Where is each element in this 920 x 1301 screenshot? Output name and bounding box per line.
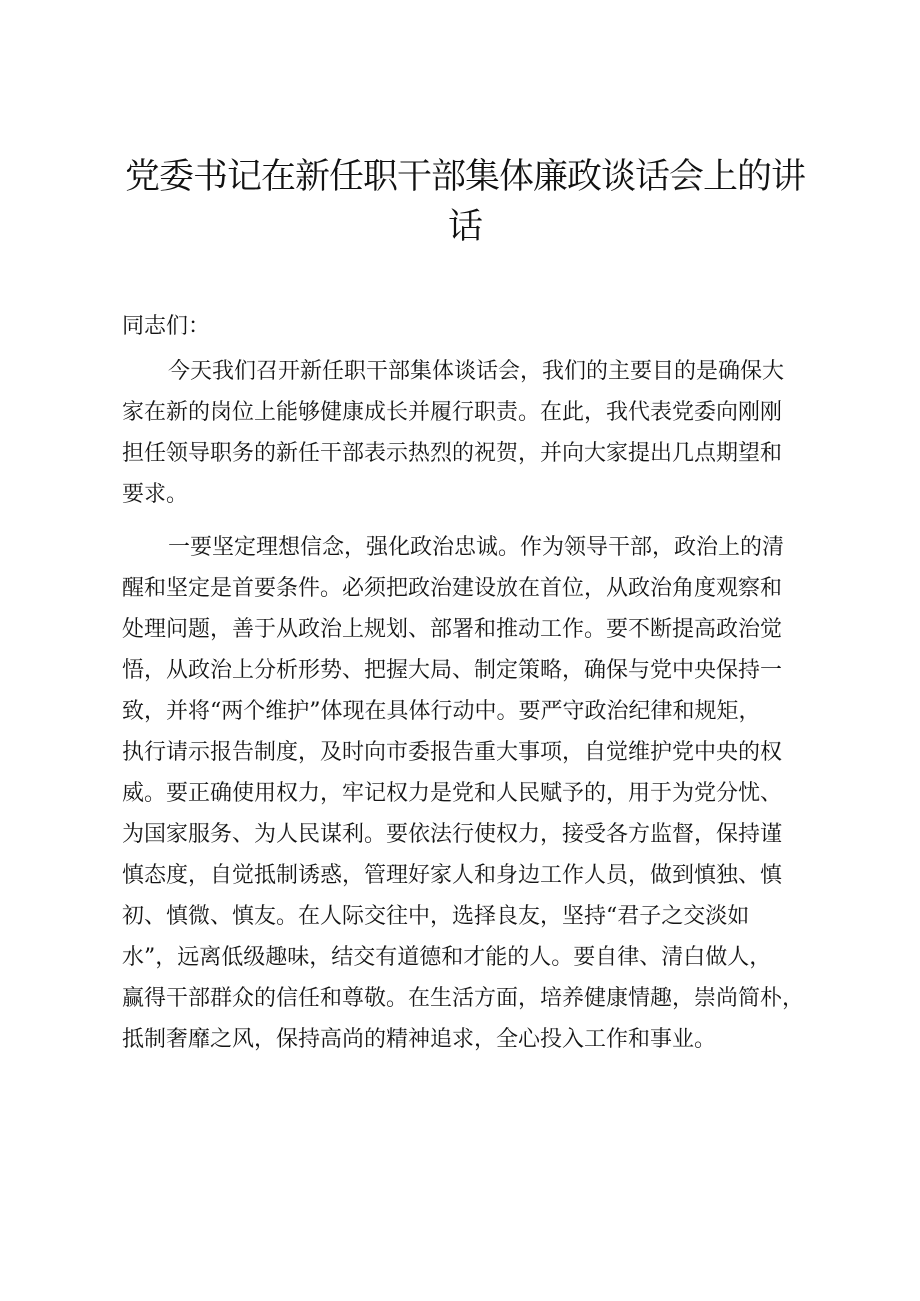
paragraph-line: 醒和坚定是首要条件。必须把政治建设放在首位，从政治角度观察和 bbox=[122, 576, 783, 601]
paragraph-opening bbox=[122, 351, 822, 527]
title-line: 话 bbox=[447, 207, 482, 247]
paragraph-line: 处理问题，善于从政治上规划、部署和推动工作。要不断提高政治觉 bbox=[122, 617, 783, 642]
paragraph-point-one bbox=[122, 527, 822, 1072]
paragraph-line: 悟，从政治上分析形势、把握大局、制定策略，确保与党中央保持一 bbox=[122, 658, 783, 683]
paragraph-line: 担任领导职务的新任干部表示热烈的祝贺，并向大家提出几点期望和 bbox=[122, 441, 783, 466]
document-body bbox=[122, 306, 822, 1072]
paragraph-line: 赢得干部群众的信任和尊敬。在生活方面，培养健康情趣，崇尚简朴， bbox=[122, 986, 805, 1011]
paragraph-line: 初、慎微、慎友。在人际交往中，选择良友，坚持“君子之交淡如 bbox=[122, 904, 750, 929]
document-title bbox=[120, 152, 810, 252]
paragraph-line: 威。要正确使用权力，牢记权力是党和人民赋予的，用于为党分忧、 bbox=[122, 781, 783, 806]
paragraph-line: 要求。 bbox=[122, 482, 189, 507]
paragraph-line: 抵制奢靡之风，保持高尚的精神追求，全心投入工作和事业。 bbox=[122, 1027, 717, 1052]
salutation: 同志们： bbox=[122, 314, 211, 339]
paragraph-line: 家在新的岗位上能够健康成长并履行职责。在此，我代表党委向刚刚 bbox=[122, 400, 783, 425]
paragraph-line: 为国家服务、为人民谋利。要依法行使权力，接受各方监督，保持谨 bbox=[122, 822, 783, 847]
paragraph-line: 慎态度，自觉抵制诱惑，管理好家人和身边工作人员，做到慎独、慎 bbox=[122, 863, 783, 888]
paragraph-line: 水”，远离低级趣味，结交有道德和才能的人。要自律、清白做人， bbox=[122, 945, 772, 970]
paragraph-line: 一要坚定理想信念，强化政治忠诚。作为领导干部，政治上的清 bbox=[168, 535, 785, 560]
paragraph-line: 今天我们召开新任职干部集体谈话会，我们的主要目的是确保大 bbox=[168, 359, 785, 384]
paragraph-line: 致，并将“两个维护”体现在具体行动中。要严守政治纪律和规矩， bbox=[122, 699, 761, 724]
paragraph-line: 执行请示报告制度，及时向市委报告重大事项，自觉维护党中央的权 bbox=[122, 740, 783, 765]
title-line: 党委书记在新任职干部集体廉政谈话会上的讲 bbox=[124, 157, 805, 197]
